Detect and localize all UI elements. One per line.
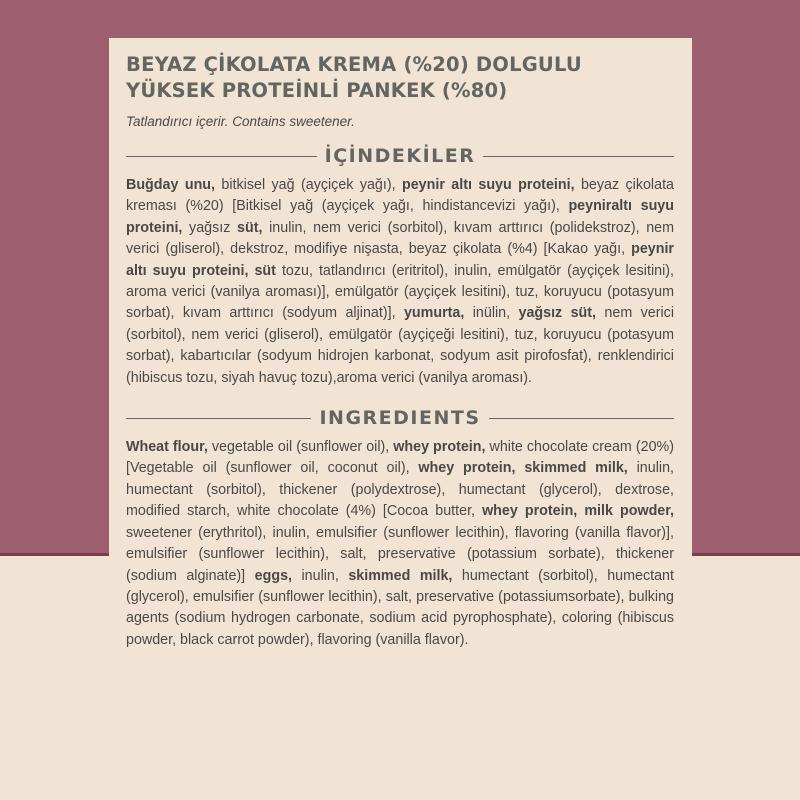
ingredient-text: beyaz çikolata kreması (%20) [Bitkisel yağ (ayçiçek yağı, hindistancevizi yağı), xyxy=(126,177,674,215)
ingredient-text: yağsız xyxy=(182,219,238,236)
ingredient-text: inülin, xyxy=(464,305,519,322)
divider-right xyxy=(483,156,674,157)
tr-section-heading: İÇİNDEKİLER xyxy=(324,145,476,167)
en-section-heading: INGREDIENTS xyxy=(319,407,481,430)
ingredient-text: inulin, xyxy=(292,567,349,584)
tr-section-header xyxy=(126,145,674,167)
product-title-line2: YÜKSEK PROTEİNLİ PANKEK (%80) xyxy=(126,79,508,102)
allergen-text: peynir altı suyu proteini, xyxy=(402,177,575,193)
en-ingredients-text xyxy=(126,437,674,651)
allergen-text: skimmed milk, xyxy=(348,567,453,584)
allergen-text: yağsız süt, xyxy=(518,305,597,322)
product-title xyxy=(126,52,674,104)
sweetener-note: Tatlandırıcı içerir. Contains sweetener. xyxy=(126,114,355,129)
allergen-text: whey protein, skimmed milk, xyxy=(418,460,628,477)
ingredient-text: tozu, tatlandırıcı (eritritol), inulin, emülgatör (ayçiçek lesitini), aroma verici (vanilya aroması)], emülgatör (ayçiçek lesitini), tuz, koruyucu (potasyum sorbat), kıvam arttırıcı (sodyum aljinat)], xyxy=(126,262,674,322)
allergen-text: Wheat flour, xyxy=(126,439,208,456)
ingredient-text: inulin, nem verici (sorbitol), kıvam arttırıcı (polidekstroz), nem verici (gliserol), dekstroz, modifiye nişasta, beyaz çikolata (%4) [Kakao yağı, xyxy=(126,219,675,258)
allergen-text: Buğday unu, xyxy=(126,177,216,193)
ingredients-label-card xyxy=(109,38,692,800)
product-title-line1: BEYAZ ÇİKOLATA KREMA (%20) DOLGULU xyxy=(126,53,582,76)
allergen-text: peyniraltı suyu proteini, xyxy=(126,198,674,236)
allergen-text: süt, xyxy=(237,219,263,236)
allergen-text: peynir altı suyu proteini, süt xyxy=(126,241,674,279)
divider-right xyxy=(489,418,674,419)
ingredient-text: vegetable oil (sunflower oil), xyxy=(207,439,394,456)
ingredient-text: inulin, humectant (sorbitol), thickener (polydextrose), humectant (glycerol), dextrose, modified starch, white chocolate (4%) [Cocoa butter, xyxy=(126,460,674,520)
allergen-text: whey protein, xyxy=(393,439,486,456)
ingredient-text: humectant (sorbitol), humectant (glycerol), emulsifier (sunflower lecithin), salt, preservative (potassiumsorbate), bulking agents (sodium hydrogen carbonate, sodium acid pyrophosphate), coloring (hibiscus powder, black carrot powder), flavoring (vanilla flavor). xyxy=(126,567,674,648)
allergen-text: eggs, xyxy=(254,567,292,584)
divider-left xyxy=(126,156,317,157)
tr-ingredients-text xyxy=(126,175,674,389)
divider-left xyxy=(126,418,311,419)
en-section-header xyxy=(126,407,674,429)
allergen-text: whey protein, milk powder, xyxy=(482,503,674,520)
allergen-text: yumurta, xyxy=(403,305,465,322)
ingredient-text: nem verici (sorbitol), nem verici (gliserol), emülgatör (ayçiçeği lesitini), tuz, koruyucu (potasyum sorbat), kabartıcılar (sodyum hidrojen karbonat, sodyum asit pirofosfat), renklendirici (hibiscus tozu, siyah havuç tozu),aroma verici (vanilya aroması). xyxy=(126,305,674,386)
ingredient-text: sweetener (erythritol), inulin, emulsifier (sunflower lecithin), flavoring (vanilla flavor)], emulsifier (sunflower lecithin), salt, preservative (potassium sorbate), thickener (sodium alginate)] xyxy=(126,524,674,584)
ingredient-text: bitkisel yağ (ayçiçek yağı), xyxy=(215,177,402,193)
ingredient-text: white chocolate cream (20%) [Vegetable oil (sunflower oil, coconut oil), xyxy=(126,439,674,477)
